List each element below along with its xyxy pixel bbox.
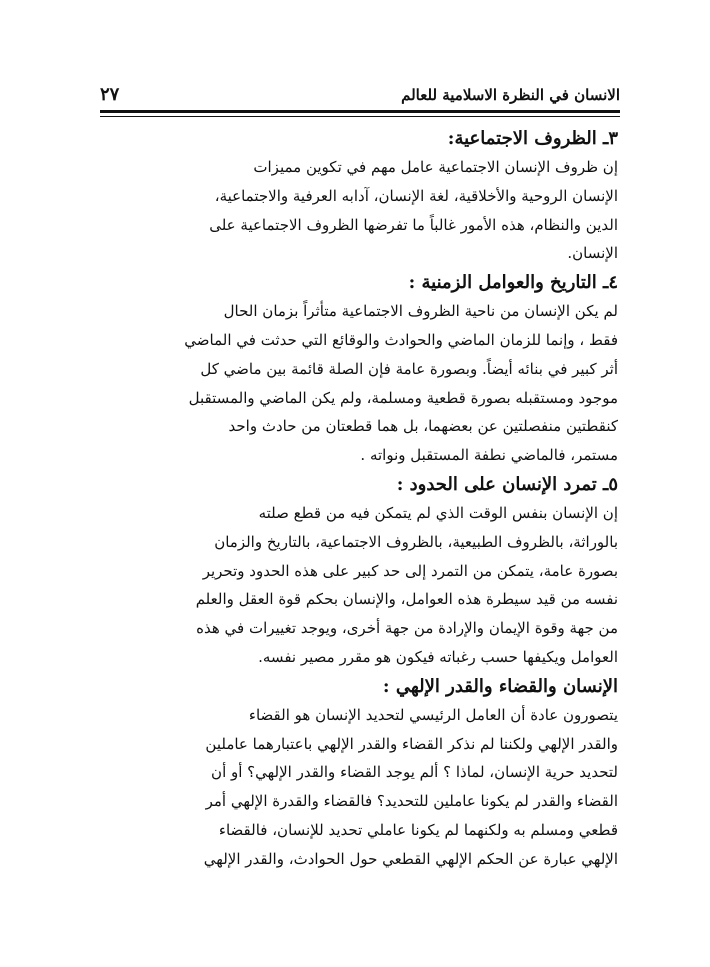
body-line: الإنسان الروحية والأخلاقية، لغة الإنسان، آدابه العرفية والاجتماعية،: [214, 186, 618, 205]
section-heading-history-time: ٤ـ التاريخ والعوامل الزمنية :: [408, 272, 618, 294]
running-title: الانسان في النظرة الاسلامية للعالم: [401, 86, 620, 104]
body-line: لتحديد حرية الإنسان، لماذا ؟ ألم يوجد القضاء والقدر الإلهي؟ أو أن: [211, 763, 618, 782]
page-number: ٢٧: [100, 84, 120, 105]
header-rule-thick: [100, 110, 620, 113]
body-line: نفسه من قيد سيطرة هذه العوامل، والإنسان بحكم قوة العقل والعلم: [195, 590, 618, 609]
body-line: لم يكن الإنسان من ناحية الظروف الاجتماعية متأثراً بزمان الحال: [223, 302, 618, 321]
body-line: والقدر الإلهي ولكننا لم نذكر القضاء والقدر الإلهي باعتبارهما عاملين: [205, 734, 618, 753]
body-line: بصورة عامة، يتمكن من التمرد إلى حد كبير على هذه الحدود وتحرير: [202, 561, 618, 580]
body-line: بالوراثة، بالظروف الطبيعية، بالظروف الاجتماعية، بالتاريخ والزمان: [214, 532, 618, 551]
body-line: مستمر، فالماضي نطفة المستقبل ونواته .: [360, 446, 618, 465]
body-line: أثر كبير في بنائه أيضاً. وبصورة عامة فإن الصلة قائمة بين ماضي كل: [200, 359, 618, 378]
page-header: [100, 80, 620, 114]
section-heading-rebellion-limits: ٥ـ تمرد الإنسان على الحدود :: [396, 473, 618, 495]
section-heading-divine-decree: الإنسان والقضاء والقدر الإلهي :: [382, 675, 618, 697]
body-line: موجود ومستقبله بصورة قطعية ومسلمة، ولم يكن الماضي والمستقبل: [188, 388, 618, 407]
body-line: إن ظروف الإنسان الاجتماعية عامل مهم في تكوين مميزات: [253, 158, 618, 176]
body-line: فقط ، وإنما للزمان الماضي والحوادث والوقائع التي حدثت في الماضي: [184, 330, 618, 349]
body-line: كنقطتين منفصلتين عن بعضهما، بل هما قطعتان من حادث واحد: [228, 417, 618, 436]
body-line: الإنسان.: [567, 244, 618, 263]
body-line: إن الإنسان بنفس الوقت الذي لم يتمكن فيه من قطع صلته: [258, 503, 618, 522]
body-line: العوامل ويكيفها حسب رغباته فيكون هو مقرر مصير نفسه.: [258, 647, 618, 666]
header-rule-thin: [100, 116, 620, 117]
page-body: [95, 124, 618, 874]
body-line: من جهة وقوة الإيمان والإرادة من جهة أخرى، ويوجد تغييرات في هذه: [196, 619, 618, 638]
body-line: يتصورون عادة أن العامل الرئيسي لتحديد الإنسان هو القضاء: [248, 705, 618, 724]
body-line: القضاء والقدر لم يكونا عاملين للتحديد؟ فالقضاء والقدرة الإلهي أمر: [205, 792, 618, 811]
body-line: قطعي ومسلم به ولكنهما لم يكونا عاملي تحديد للإنسان، فالقضاء: [218, 820, 618, 839]
body-line: الدين والنظام، هذه الأمور غالباً ما تفرضها الظروف الاجتماعية على: [209, 215, 618, 234]
section-heading-social-conditions: ٣ـ الظروف الاجتماعية:: [447, 128, 618, 149]
body-line: الإلهي عبارة عن الحكم الإلهي القطعي حول الحوادث، والقدر الإلهي: [203, 849, 618, 868]
